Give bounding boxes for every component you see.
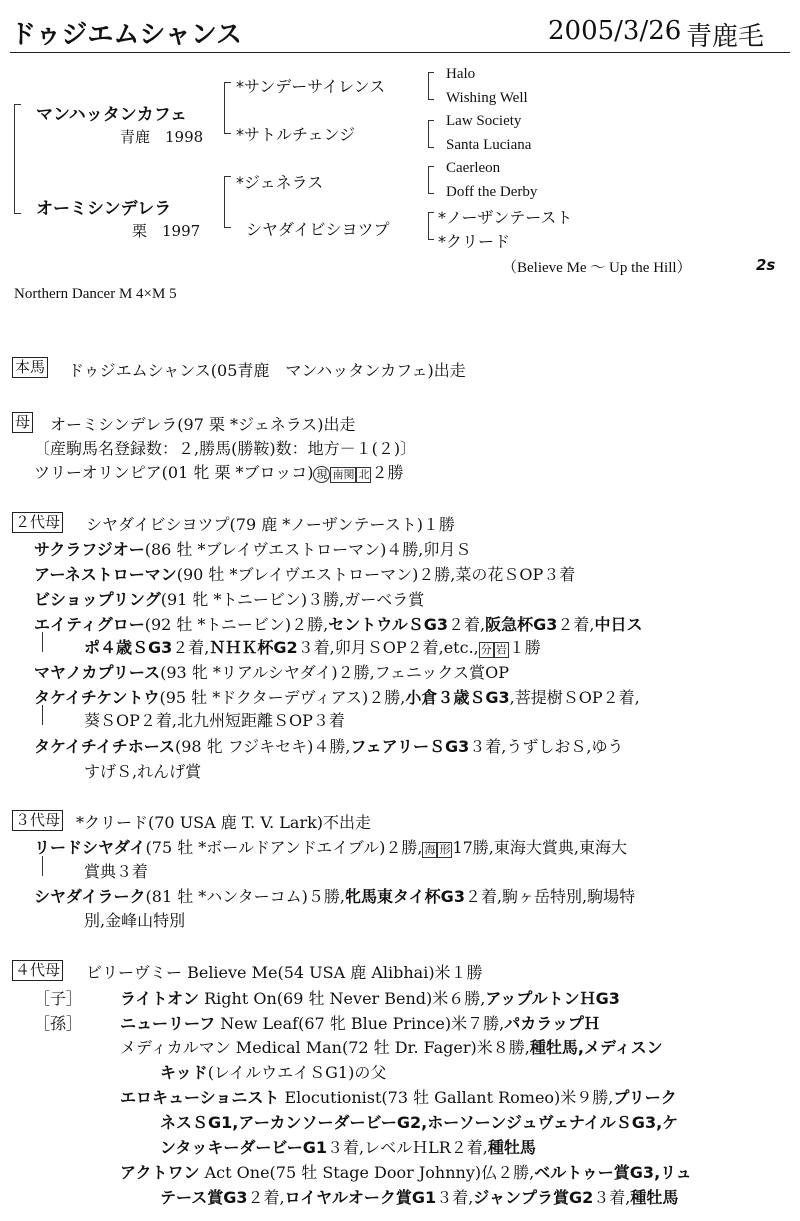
continuation-bar xyxy=(42,856,43,876)
sire-sire: *サンデーサイレンス xyxy=(236,77,386,96)
g2-line-3: ビショップリング(91 牝 *トニービン)３勝,ガーベラ賞 xyxy=(34,590,425,609)
inbreeding: Northern Dancer M 4×M 5 xyxy=(14,286,177,302)
g2-line-5: マヤノカプリース(93 牝 *リアルシヤダイ)２勝,フェニックス賞OP xyxy=(34,663,509,682)
pedigree-brace-3c xyxy=(428,166,434,194)
mark-kita: 北 xyxy=(358,468,370,481)
mark-current: 現 xyxy=(313,466,330,483)
g2-line-6: タケイチケントウ(95 牡 *ドクターデヴィアス)２勝,小倉３歳ＳG3,菩提樹ＳOP２着, xyxy=(34,688,640,707)
g4-child-label: ［子］ xyxy=(34,989,83,1008)
family-number: 2s xyxy=(756,256,776,274)
pedigree-brace-3b xyxy=(428,120,434,148)
header-rule xyxy=(10,52,790,53)
section-label-g4: ４代母 xyxy=(12,960,63,981)
g3-line-2b: 別,金峰山特別 xyxy=(84,911,186,930)
section-label-g2: ２代母 xyxy=(12,512,63,533)
g3-doff-the-derby: Doff the Derby xyxy=(446,184,538,200)
family-line: （Believe Me 〜 Up the Hill） xyxy=(502,260,692,276)
dam-info: 栗 1997 xyxy=(132,222,201,240)
g3-halo: Halo xyxy=(446,66,476,82)
dam-stats: 〔産駒馬名登録数：２,勝馬(勝鞍)数：地方－１(２)〕 xyxy=(34,439,417,458)
g3-law-society: Law Society xyxy=(446,113,522,129)
dam-name: オーミシンデレラ xyxy=(36,199,172,219)
dam-sire: *ジェネラス xyxy=(236,173,324,192)
g4-grandchild-label: ［孫］ xyxy=(34,1014,83,1033)
g4-grand-2: メディカルマン Medical Man(72 牡 Dr. Fager)米８勝,種牡馬,メディスン xyxy=(120,1038,663,1057)
continuation-bar xyxy=(42,705,43,725)
g4-grand-3: エロキューショニスト Elocutionist(73 牡 Gallant Romeo)米９勝,プリーク xyxy=(120,1088,677,1107)
pedigree-brace-1 xyxy=(14,104,21,214)
section-label-g3: ３代母 xyxy=(12,810,63,831)
g2-line-7: タケイチイチホース(98 牝 フジキセキ)４勝,フェアリーＳG3３着,うずしおＳ,ゆう xyxy=(34,737,624,756)
pedigree-brace-2b xyxy=(224,176,231,228)
g3-line-1: リードシヤダイ(75 牡 *ボールドアンドエイブル)２勝, 海 形 17勝,東海大賞典,東海大 xyxy=(34,838,627,857)
birth-date: 2005/3/26 xyxy=(548,16,682,46)
self-text: ドゥジエムシャンス(05青鹿 マンハッタンカフェ)出走 xyxy=(68,361,466,380)
dam-dam: シヤダイビシヨツプ xyxy=(246,220,390,239)
g4-grand-3c: ンタッキーダービーG1３着,レベルＨLR２着,種牡馬 xyxy=(160,1138,536,1157)
g3-line-1b: 賞典３着 xyxy=(84,862,149,881)
dam-offspring: ツリーオリンピア(01 牝 栗 *ブロッコ) 現 南関 北 ２勝 xyxy=(34,463,404,482)
pedigree-brace-2a xyxy=(224,82,231,134)
g3-text: *クリード(70 USA 鹿 T. V. Lark)不出走 xyxy=(76,813,372,832)
section-label-dam: 母 xyxy=(12,412,33,433)
g4-grand-4: アクトワン Act One(75 牡 Stage Door Johnny)仏２勝,ベルトゥー賞G3,リュ xyxy=(120,1163,692,1182)
g4-grand-3b: ネスＳG1,アーカンソーダービーG2,ホーソーンジュヴェナイルＳG3,ケ xyxy=(160,1113,679,1132)
coat-color: 青鹿毛 xyxy=(686,22,765,52)
sire-dam: *サトルチェンジ xyxy=(236,125,356,144)
g2-line-4: エイティグロー(92 牡 *トニービン)２勝,セントウルＳG3２着,阪急杯G3２着,中日ス xyxy=(34,615,643,634)
g2-line-2: アーネストローマン(90 牡 *ブレイヴエストローマン)２勝,菜の花ＳOP３着 xyxy=(34,565,576,584)
g2-line-7b: すげＳ,れんげ賞 xyxy=(84,762,202,781)
g3-creed: *クリード xyxy=(438,232,511,251)
horse-name: ドゥジエムシャンス xyxy=(10,20,243,50)
section-label-self: 本馬 xyxy=(12,357,48,378)
pedigree-brace-3a xyxy=(428,72,434,100)
g3-wishing-well: Wishing Well xyxy=(446,90,528,106)
g4-grand-2b: キッド(レイルウエイＳG1)の父 xyxy=(160,1063,387,1082)
g4-text: ビリーヴミー Believe Me(54 USA 鹿 Alibhai)米１勝 xyxy=(86,963,483,982)
g4-grand-4b: テース賞G3２着,ロイヤルオーク賞G1３着,ジャンプラ賞G2３着,種牡馬 xyxy=(160,1188,679,1207)
dam-text: オーミシンデレラ(97 栗 *ジェネラス)出走 xyxy=(50,415,356,434)
g2-text: シヤダイビシヨツプ(79 鹿 *ノーザンテースト)１勝 xyxy=(86,515,455,534)
g3-caerleon: Caerleon xyxy=(446,160,501,176)
g3-northern-taste: *ノーザンテースト xyxy=(438,208,573,227)
sire-info: 青鹿 1998 xyxy=(120,128,204,146)
g4-grand-1: ニューリーフ New Leaf(67 牝 Blue Prince)米７勝,パカラップＨ xyxy=(120,1014,600,1033)
g2-line-6b: 葵ＳOP２着,北九州短距離ＳOP３着 xyxy=(84,711,345,730)
sire-name: マンハッタンカフェ xyxy=(36,105,187,125)
g3-line-2: シヤダイラーク(81 牡 *ハンターコム)５勝,牝馬東タイ杯G3２着,駒ヶ岳特別,駒場特 xyxy=(34,887,636,906)
g3-santa-luciana: Santa Luciana xyxy=(446,137,532,153)
pedigree-brace-3d xyxy=(428,212,434,240)
g4-child-1: ライトオン Right On(69 牡 Never Bend)米６勝,アップルトンＨG3 xyxy=(120,989,620,1008)
mark-nankan: 南関 xyxy=(332,468,355,481)
g2-line-4b: ポ４歳ＳG3２着,ＮＨＫ杯G2３着,卯月ＳOP２着,etc., 分 岩 １勝 xyxy=(84,638,541,657)
g2-line-1: サクラフジオー(86 牡 *ブレイヴエストローマン)４勝,卯月Ｓ xyxy=(34,540,472,559)
continuation-bar xyxy=(42,632,43,652)
